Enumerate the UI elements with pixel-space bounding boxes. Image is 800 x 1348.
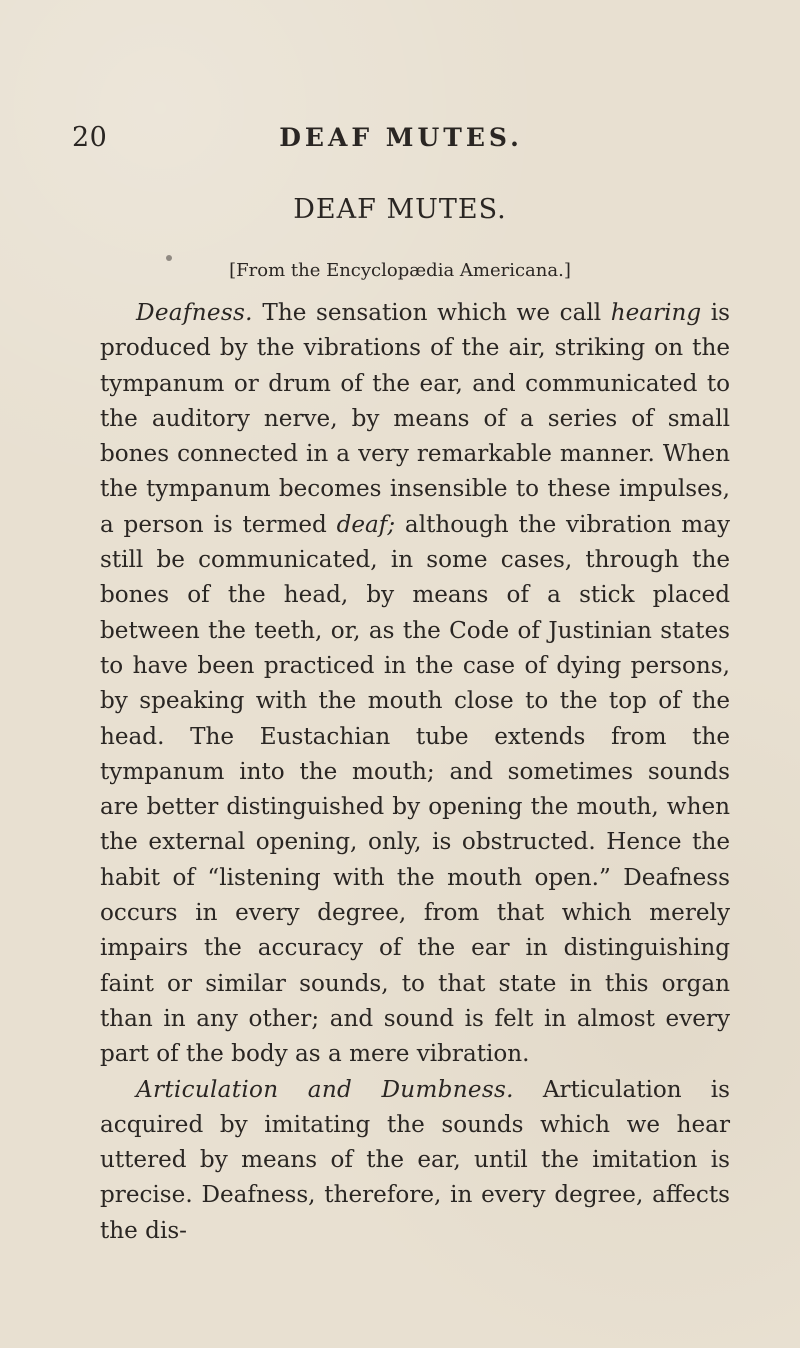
- articulation-heading: Articulation and Dumbness.: [136, 1076, 514, 1103]
- paragraph-articulation: [100, 1073, 730, 1249]
- article-title: DEAF MUTES.: [293, 194, 507, 225]
- running-title: DEAF MUTES.: [279, 123, 523, 152]
- source-note: [From the Encyclopædia Americana.]: [229, 260, 571, 281]
- article-body: [100, 296, 730, 1249]
- ink-speck: [166, 255, 172, 261]
- paragraph-deafness: [100, 296, 730, 1073]
- paragraph-text: Articulation is acquired by imitating the sounds which we hear uttered by means of the ear, until the imitation is precise. Deafness, therefore, in every degree, affects the dis-: [100, 1076, 730, 1244]
- deaf-emphasis: deaf;: [336, 511, 396, 538]
- hearing-emphasis: hearing: [610, 300, 702, 326]
- paragraph-text: is produced by the vibrations of the air, striking on the tympanum or drum of the ear, and communicated to the auditory nerve, by means of a series of small bones connected in a very remarkable manner. When the tympanum becomes insensible to these impulses, a person is termed: [100, 300, 731, 538]
- page-number: 20: [72, 122, 108, 153]
- paragraph-text: although the vibration may still be communicated, in some cases, through the bones of the head, by means of a stick placed between the teeth, or, as the Code of Justinian states to have been practiced in the case of dying persons, by speaking with the mouth close to the top of the head. The Eustachian tube extends from the tympanum into the mouth; and sometimes sounds are better distinguished by opening the mouth, when the external opening, only, is obstructed. Hence the habit of “listening with the mouth open.” Deafness occurs in every degree, from that which merely impairs the accuracy of the ear in distinguishing faint or similar sounds, to that state in this organ than in any other; and sound is felt in almost every part of the body as a mere vibration.: [100, 511, 731, 1068]
- running-head: [72, 118, 730, 158]
- paragraph-text: The sensation which we call: [252, 300, 611, 326]
- deafness-heading: Deafness.: [136, 300, 253, 326]
